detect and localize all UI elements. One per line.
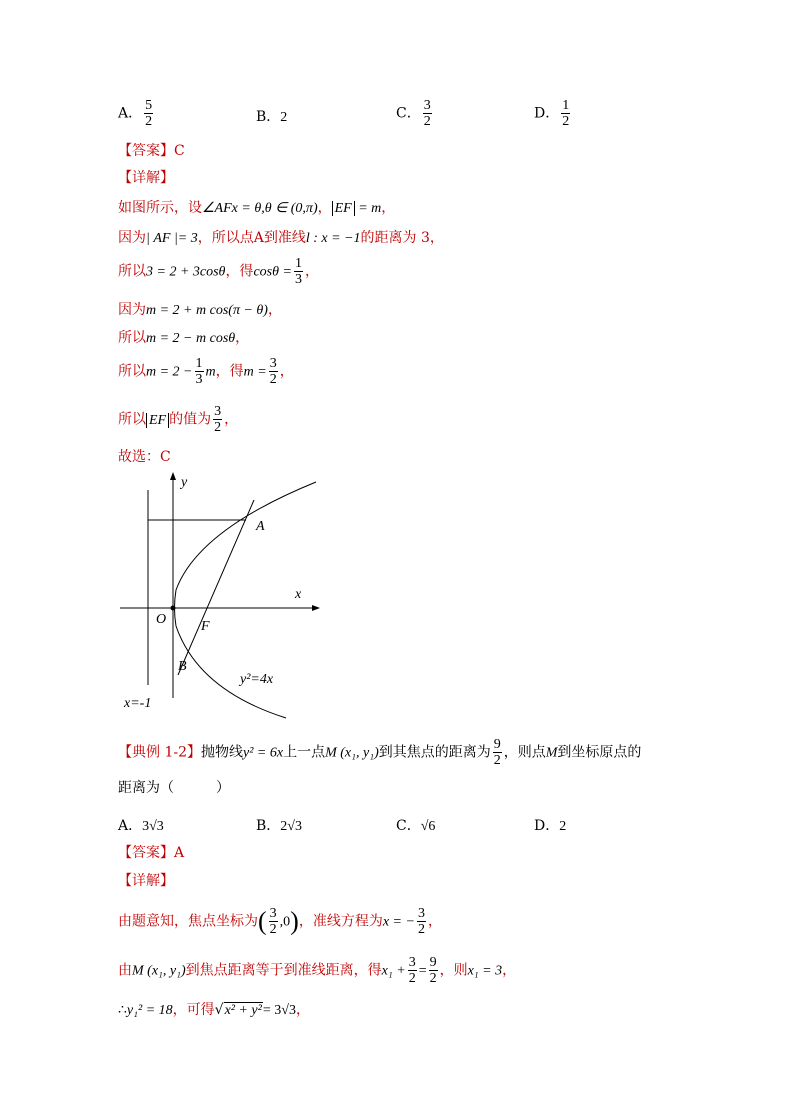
text: 由题意知，焦点坐标为 bbox=[118, 913, 258, 930]
x-axis-arrow-icon bbox=[312, 605, 320, 611]
example-title: 【典例 1-2】 bbox=[118, 744, 201, 761]
paren-close: ) bbox=[290, 906, 299, 936]
fraction bbox=[429, 955, 438, 986]
fraction bbox=[213, 404, 222, 435]
frac-den: 2 bbox=[269, 922, 277, 937]
focus-label: F bbox=[201, 619, 210, 634]
fraction bbox=[408, 955, 417, 986]
math: = 3√3 bbox=[262, 1003, 296, 1018]
frac-num: 9 bbox=[493, 737, 501, 752]
math: x₁ + bbox=[381, 963, 406, 979]
option-letter: A． bbox=[118, 818, 143, 834]
text: 到坐标原点的 bbox=[557, 744, 642, 761]
text: ， bbox=[317, 200, 332, 216]
option-b bbox=[256, 106, 287, 126]
point-b-label: B bbox=[178, 659, 187, 674]
text: ，则 bbox=[439, 962, 468, 979]
q2-option-d bbox=[534, 815, 566, 835]
origin-dot bbox=[171, 606, 176, 611]
option-letter: A． bbox=[118, 105, 143, 122]
math: m = 2 − m cosθ bbox=[146, 331, 236, 346]
text: ， bbox=[295, 1002, 310, 1018]
option-letter: C． bbox=[396, 818, 421, 834]
parabola-figure bbox=[118, 470, 328, 720]
fraction bbox=[144, 98, 153, 129]
text: ， bbox=[267, 302, 282, 318]
math: M (x₁, y₁) bbox=[132, 963, 186, 979]
math: x² + y² bbox=[224, 1003, 262, 1018]
q2-option-b bbox=[256, 815, 302, 835]
fraction bbox=[423, 98, 432, 129]
math: x₁ = 3 bbox=[467, 963, 503, 979]
detail-line-2 bbox=[118, 228, 444, 249]
frac-den: 2 bbox=[493, 753, 501, 768]
focal-chord bbox=[178, 500, 254, 675]
point-a-label: A bbox=[256, 519, 265, 534]
fraction bbox=[269, 356, 278, 387]
text: 如图所示，设 bbox=[118, 200, 202, 216]
frac-den: 3 bbox=[195, 372, 203, 387]
math: M (x₁, y₁) bbox=[325, 745, 379, 761]
text: ， bbox=[279, 363, 294, 380]
text: 到其焦点的距离为 bbox=[378, 744, 491, 761]
math: M bbox=[545, 745, 558, 761]
y-label: y bbox=[181, 475, 188, 490]
text: ，所以点A到准线 bbox=[197, 230, 306, 246]
math: = m bbox=[354, 201, 382, 216]
option-value: 3√3 bbox=[142, 819, 164, 834]
q2-detail-line-2 bbox=[118, 955, 516, 986]
text: ，则点 bbox=[503, 744, 546, 761]
math: EF bbox=[332, 201, 355, 216]
text: 所以 bbox=[118, 330, 146, 346]
detail-line-7 bbox=[118, 404, 238, 435]
frac-num: 9 bbox=[429, 955, 437, 970]
example-title-line bbox=[118, 737, 641, 768]
q2-option-a bbox=[118, 815, 164, 835]
option-value: 2√3 bbox=[280, 819, 302, 834]
math: m = 2 − bbox=[146, 364, 193, 380]
detail-label: 【详解】 bbox=[118, 170, 174, 186]
option-value: 2 bbox=[280, 110, 288, 125]
option-c bbox=[396, 98, 434, 129]
q2-option-c bbox=[396, 815, 435, 835]
text: ，得 bbox=[225, 263, 254, 280]
detail-line-4 bbox=[118, 300, 282, 321]
text: ， bbox=[381, 200, 396, 216]
math: = bbox=[418, 963, 427, 979]
option-letter: B． bbox=[256, 109, 281, 125]
option-letter: C． bbox=[396, 105, 421, 122]
math: EF bbox=[146, 413, 169, 428]
text: ， bbox=[304, 263, 319, 280]
text: ，准线方程为 bbox=[298, 913, 383, 930]
option-value: √6 bbox=[420, 819, 436, 834]
frac-num: 3 bbox=[417, 906, 425, 921]
text: ， bbox=[224, 411, 239, 428]
therefore-symbol: ∴ bbox=[118, 1002, 127, 1018]
frac-num: 1 bbox=[195, 356, 203, 371]
math: x = − bbox=[382, 914, 415, 930]
math: m = 2 + m cos(π − θ) bbox=[146, 303, 268, 318]
math: 3 = 2 + 3cosθ bbox=[146, 264, 226, 280]
text: 因为 bbox=[118, 302, 146, 318]
text: 所以 bbox=[118, 363, 146, 380]
paren-open: ( bbox=[258, 906, 267, 936]
frac-den: 2 bbox=[429, 971, 437, 986]
text: ， bbox=[502, 962, 517, 979]
fraction bbox=[493, 737, 502, 768]
example-question-line-2: 距离为（ ） bbox=[118, 780, 230, 796]
fraction bbox=[195, 356, 204, 387]
frac-den: 2 bbox=[423, 114, 431, 129]
text: 的值为 bbox=[169, 411, 212, 428]
frac-num: 1 bbox=[294, 256, 302, 271]
x-label: x bbox=[295, 587, 302, 602]
math: m bbox=[205, 364, 216, 380]
text: 到焦点距离等于到准线距离，得 bbox=[185, 962, 382, 979]
frac-den: 2 bbox=[408, 971, 416, 986]
option-letter: D． bbox=[534, 105, 560, 122]
detail-line-8: 故选：C bbox=[118, 449, 171, 465]
text: 抛物线 bbox=[201, 744, 243, 761]
answer-label: 【答案】C bbox=[118, 143, 185, 159]
detail-line-5 bbox=[118, 328, 249, 349]
math: ∠AFx = θ,θ ∈ (0,π) bbox=[202, 201, 318, 216]
y-axis-arrow-icon bbox=[170, 472, 176, 480]
math: y₁² = 18 bbox=[126, 1003, 173, 1018]
frac-num: 3 bbox=[214, 404, 222, 419]
frac-num: 3 bbox=[423, 98, 431, 113]
math: y² = 6x bbox=[243, 745, 284, 761]
text: 因为 bbox=[118, 230, 146, 246]
origin-label: O bbox=[156, 612, 167, 627]
q2-detail-line-3 bbox=[118, 1000, 310, 1021]
math: cosθ = bbox=[253, 264, 292, 280]
math: | AF |= 3 bbox=[146, 231, 198, 246]
text: ， bbox=[427, 913, 442, 930]
q2-detail-label: 【详解】 bbox=[118, 873, 174, 889]
frac-num: 3 bbox=[269, 356, 277, 371]
detail-line-3 bbox=[118, 256, 319, 287]
text: 的距离为 3， bbox=[360, 230, 444, 246]
option-letter: D． bbox=[534, 818, 560, 834]
fraction bbox=[561, 98, 570, 129]
frac-num: 5 bbox=[145, 98, 153, 113]
frac-den: 2 bbox=[269, 372, 277, 387]
frac-den: 2 bbox=[145, 114, 153, 129]
text: 由 bbox=[118, 962, 132, 979]
option-letter: B． bbox=[256, 818, 281, 834]
option-d bbox=[534, 98, 572, 129]
option-a bbox=[118, 98, 155, 129]
text: ，可得 bbox=[172, 1002, 215, 1018]
math: m = bbox=[243, 364, 267, 380]
frac-num: 3 bbox=[408, 955, 416, 970]
detail-line-6 bbox=[118, 356, 294, 387]
frac-num: 3 bbox=[269, 906, 277, 921]
curve-label: y²=4x bbox=[240, 672, 274, 687]
option-value: 2 bbox=[559, 819, 567, 834]
math: l : x = −1 bbox=[305, 231, 361, 246]
q2-detail-line-1 bbox=[118, 906, 442, 937]
frac-den: 2 bbox=[214, 420, 222, 435]
text: ，得 bbox=[215, 363, 244, 380]
text: ， bbox=[235, 330, 250, 346]
text: 所以 bbox=[118, 411, 146, 428]
text: 上一点 bbox=[283, 744, 326, 761]
frac-den: 2 bbox=[562, 114, 570, 129]
frac-den: 2 bbox=[417, 922, 425, 937]
frac-num: 1 bbox=[562, 98, 570, 113]
text: 所以 bbox=[118, 263, 146, 280]
directrix-label: x=-1 bbox=[124, 696, 152, 711]
q2-answer-label: 【答案】A bbox=[118, 845, 185, 861]
math: ,0 bbox=[279, 914, 291, 930]
frac-den: 3 bbox=[294, 272, 302, 287]
fraction bbox=[417, 906, 426, 937]
fraction bbox=[294, 256, 303, 287]
detail-line-1 bbox=[118, 198, 395, 219]
fraction bbox=[269, 906, 278, 937]
sqrt-expression: √x² + y² bbox=[214, 1002, 262, 1018]
